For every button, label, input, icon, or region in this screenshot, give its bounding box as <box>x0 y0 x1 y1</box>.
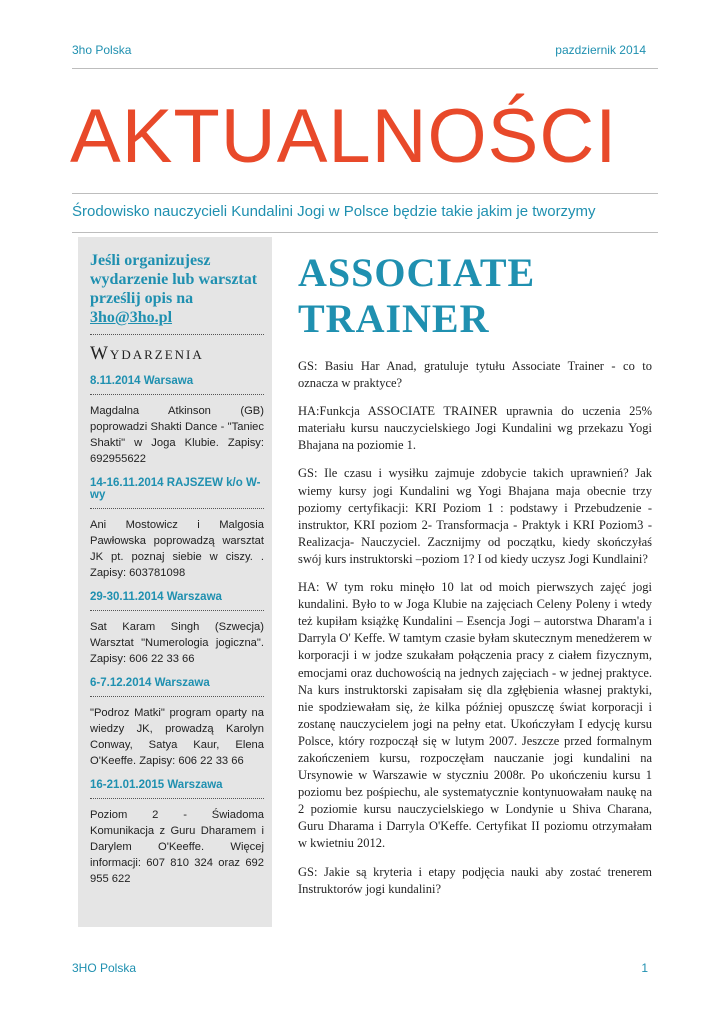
event-description: Ani Mostowicz i Malgosia Pawłowska poprowadzą warsztat JK pt. poznaj siebie w ciszy. . Zapisy: 603781098 <box>90 519 264 579</box>
article <box>298 245 652 909</box>
article-heading: ASSOCIATE TRAINER <box>298 250 536 341</box>
email-link[interactable]: 3ho@3ho.pl <box>90 309 173 326</box>
event-date: 8.11.2014 Warsawa <box>90 375 194 387</box>
dotted-divider <box>90 610 264 611</box>
article-paragraph: GS: Basiu Har Anad, gratuluje tytułu Associate Trainer - co to oznacza w praktyce? <box>298 359 652 391</box>
event-date: 6-7.12.2014 Warszawa <box>90 677 210 689</box>
subtitle-divider <box>72 232 658 233</box>
subtitle: Środowisko nauczycieli Kundalini Jogi w Polsce będzie takie jakim je tworzymy <box>72 203 596 220</box>
event-date: 16-21.01.2015 Warszawa <box>90 779 223 791</box>
events-heading: Wydarzenia <box>90 343 204 364</box>
event-date: 29-30.11.2014 Warszawa <box>90 591 222 603</box>
page-number: 1 <box>641 961 648 975</box>
events-sidebar <box>78 237 272 927</box>
title-divider <box>72 193 658 194</box>
article-paragraph: HA: W tym roku minęło 10 lat od moich pierwszych zajęć jogi kundalini. Było to w Joga Klubie na zajęciach Celeny Poleny i wtedy też kupiłam książkę Kundalini – Esencja Jogi – autorstwa Dharam'a i Darryla O' Keffe. W tamtym czasie byłam skutecznym menedżerem w korporacji i w jodze szukałam połączenia pracy z ciałem fizycznym, emocjami oraz duchowością na jednych zajęciach - w jednej praktyce. Na kurs instruktorski zapisałam się dla zgłębienia własnej praktyki, nie spodziewałam się, że kilka później opuszczę świat korporacji i zostanę nauczycielem jogi na pełny etat. Ukończyłam I edycję kursu Polsce, który rozpoczął się w lutym 2007. Jeszcze przed formalnym zakończeniem kursu, rozpoczęłam nauczanie jogi kundalini na Ursynowie w Warszawie w styczniu 2008r. Po ukończeniu kursu 1 poziomu bez pośpiechu, ale systematycznie kontynuowałam naukę na 2 poziomie kursu nauczycielskiego w Londynie u Shiva Charana, Guru Dharama i Darryla O'Keffe. Certyfikat II poziomu otrzymałam w kwietniu 2012. <box>298 580 652 851</box>
dotted-divider <box>90 798 264 799</box>
footer-org: 3HO Polska <box>72 961 137 975</box>
sidebar-intro <box>90 251 264 327</box>
event-description: Sat Karam Singh (Szwecja) Warsztat "Numerologia jogiczna". Zapisy: 606 22 33 66 <box>90 621 264 665</box>
article-paragraph: GS: Ile czasu i wysiłku zajmuje zdobycie takich uprawnień? Jak wiemy kursy jogi Kundalini wg Yogi Bhajana maja obecnie trzy poziomy certyfikacji: KRI Poziom 1 : podstawy i Przebudzenie - instruktor, KRI poziom 2- Transformacja - Praktyk i KRI Poziom3 - Realizacja- Nauczyciel. Zacznijmy od początku, kiedy skończyłaś swój kurs instruktorski –poziom 1? I od kiedy uczysz Jogi Kundlaini? <box>298 466 652 566</box>
dotted-divider <box>90 696 264 697</box>
dotted-divider <box>90 508 264 509</box>
header-date: pazdziernik 2014 <box>555 43 646 57</box>
article-paragraph: HA:Funkcja ASSOCIATE TRAINER uprawnia do uczenia 25% materiału kursu nauczycielskiego Jogi Kundalini wg przekazu Yogi Bhajana na poziomie 1. <box>298 404 652 453</box>
event-description: "Podroz Matki" program oparty na wiedzy JK, prowadzą Karolyn Conway, Satya Kaur, Elena O'Keeffe. Zapisy: 606 22 33 66 <box>90 707 264 767</box>
dotted-divider <box>90 394 264 395</box>
event-description: Poziom 2 - Świadoma Komunikacja z Guru Dharamem i Darylem O'Keeffe. Więcej informacji: 607 810 324 oraz 692 955 622 <box>90 809 264 885</box>
dotted-divider <box>90 334 264 335</box>
page-title: AKTUALNOŚCI <box>70 94 618 179</box>
event-description: Magdalna Atkinson (GB) poprowadzi Shakti Dance - "Taniec Shakti" w Joga Klubie. Zapisy: 692955622 <box>90 405 264 465</box>
event-date: 14-16.11.2014 RAJSZEW k/o W-wy <box>90 477 261 501</box>
top-divider <box>72 68 658 69</box>
sidebar-intro-text: Jeśli organizujesz wydarzenie lub warsztat prześlij opis na <box>90 252 258 307</box>
article-paragraph: GS: Jakie są kryteria i etapy podjęcia nauki aby zostać trenerem Instruktorów jogi kundalini? <box>298 864 652 896</box>
header-org: 3ho Polska <box>72 43 132 57</box>
